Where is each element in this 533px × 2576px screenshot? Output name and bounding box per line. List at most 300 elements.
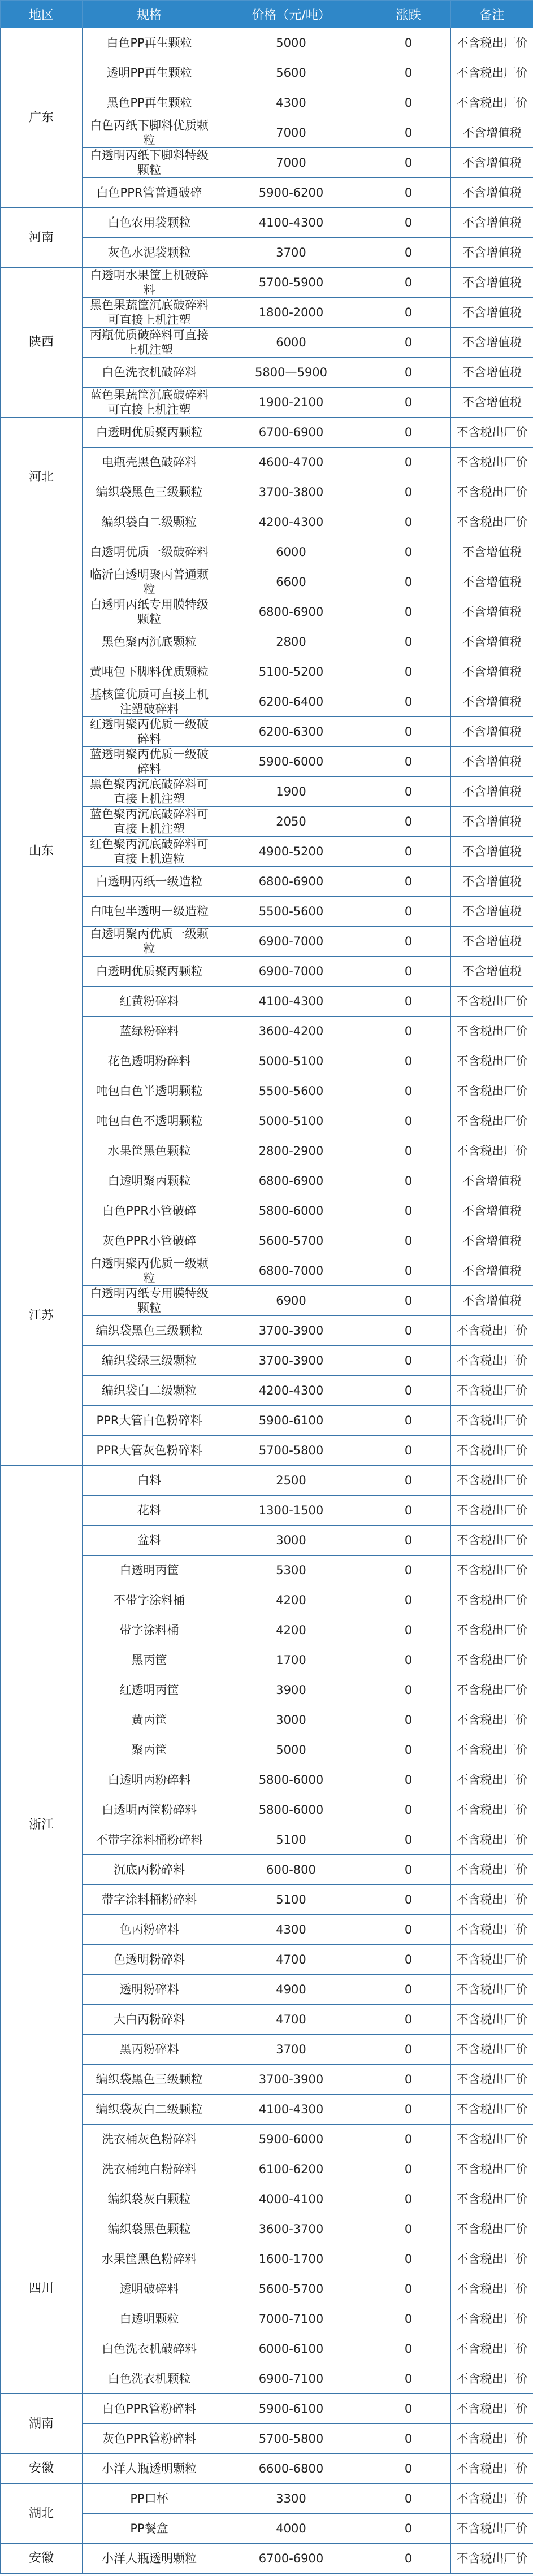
- table-row: [1, 2184, 533, 2214]
- spec-cell: PP口杯: [83, 2484, 216, 2514]
- price-cell: 4300: [216, 88, 366, 118]
- price-cell: 5600: [216, 58, 366, 88]
- table-row: [1, 1466, 533, 1496]
- region-cell: 安徽: [1, 2454, 83, 2484]
- spec-cell: 透明破碎料: [83, 2274, 216, 2304]
- change-cell: 0: [366, 537, 451, 567]
- note-cell: 不含税出厂价: [451, 1975, 533, 2005]
- spec-cell: 带字涂料桶粉碎料: [83, 1885, 216, 1915]
- spec-cell: 基核筐优质可直接上机注塑破碎料: [83, 687, 216, 717]
- spec-cell: 白料: [83, 1466, 216, 1496]
- price-cell: 6200-6300: [216, 717, 366, 747]
- change-cell: 0: [366, 1436, 451, 1466]
- price-cell: 5700-5900: [216, 268, 366, 298]
- spec-cell: 编织袋灰白颗粒: [83, 2184, 216, 2214]
- note-cell: 不含增值税: [451, 867, 533, 897]
- change-cell: 0: [366, 1406, 451, 1436]
- note-cell: 不含税出厂价: [451, 1046, 533, 1076]
- price-cell: 4200-4300: [216, 507, 366, 537]
- price-cell: 3600-4200: [216, 1017, 366, 1046]
- price-cell: 6200-6400: [216, 687, 366, 717]
- price-cell: 3000: [216, 1705, 366, 1735]
- note-cell: 不含税出厂价: [451, 1436, 533, 1466]
- spec-cell: 盆料: [83, 1526, 216, 1556]
- spec-cell: 白透明聚丙优质一级颗粒: [83, 927, 216, 957]
- spec-cell: 白透明丙纸专用膜特级颗粒: [83, 1286, 216, 1316]
- change-cell: 0: [366, 777, 451, 807]
- change-cell: 0: [366, 2544, 451, 2574]
- note-cell: 不含税出厂价: [451, 987, 533, 1017]
- spec-cell: 蓝色聚丙沉底破碎料可直接上机注塑: [83, 807, 216, 837]
- price-cell: 3000: [216, 1526, 366, 1556]
- price-cell: 6800-7000: [216, 1256, 366, 1286]
- change-cell: 0: [366, 2154, 451, 2184]
- note-cell: 不含税出厂价: [451, 1556, 533, 1585]
- change-cell: 0: [366, 867, 451, 897]
- note-cell: 不含税出厂价: [451, 1316, 533, 1346]
- note-cell: 不含增值税: [451, 807, 533, 837]
- price-cell: 5800—5900: [216, 358, 366, 388]
- price-cell: 4000-4100: [216, 2184, 366, 2214]
- note-cell: 不含税出厂价: [451, 2125, 533, 2154]
- change-cell: 0: [366, 1825, 451, 1855]
- spec-cell: PPR大管灰色粉碎料: [83, 1436, 216, 1466]
- change-cell: 0: [366, 1705, 451, 1735]
- spec-cell: 黄丙筐: [83, 1705, 216, 1735]
- table-row: [1, 208, 533, 238]
- spec-cell: 带字涂料桶: [83, 1615, 216, 1645]
- price-cell: 5600-5700: [216, 1226, 366, 1256]
- note-cell: 不含税出厂价: [451, 1855, 533, 1885]
- price-cell: 1600-1700: [216, 2244, 366, 2274]
- spec-cell: 白透明颗粒: [83, 2304, 216, 2334]
- spec-cell: 编织袋绿三级颗粒: [83, 1346, 216, 1376]
- change-cell: 0: [366, 1376, 451, 1406]
- note-cell: 不含税出厂价: [451, 1765, 533, 1795]
- change-cell: 0: [366, 1526, 451, 1556]
- change-cell: 0: [366, 717, 451, 747]
- note-cell: 不含税出厂价: [451, 1106, 533, 1136]
- note-cell: 不含增值税: [451, 208, 533, 238]
- note-cell: 不含税出厂价: [451, 2544, 533, 2574]
- change-cell: 0: [366, 2035, 451, 2065]
- table-body: [1, 28, 533, 2574]
- change-cell: 0: [366, 687, 451, 717]
- change-cell: 0: [366, 1795, 451, 1825]
- price-cell: 4200-4300: [216, 1376, 366, 1406]
- price-cell: 5800-6000: [216, 1765, 366, 1795]
- note-cell: 不含税出厂价: [451, 1526, 533, 1556]
- price-cell: 4200: [216, 1615, 366, 1645]
- spec-cell: 花料: [83, 1496, 216, 1526]
- change-cell: 0: [366, 1556, 451, 1585]
- change-cell: 0: [366, 1166, 451, 1196]
- price-cell: 4600-4700: [216, 448, 366, 477]
- change-cell: 0: [366, 2184, 451, 2214]
- price-cell: 5900-6200: [216, 178, 366, 208]
- change-cell: 0: [366, 1136, 451, 1166]
- spec-cell: 编织袋黑色三级颗粒: [83, 2065, 216, 2095]
- note-cell: 不含增值税: [451, 1286, 533, 1316]
- price-cell: 5700-5800: [216, 2424, 366, 2454]
- price-cell: 2800: [216, 627, 366, 657]
- spec-cell: 白透明丙筐粉碎料: [83, 1795, 216, 1825]
- note-cell: 不含增值税: [451, 537, 533, 567]
- region-cell: 河南: [1, 208, 83, 268]
- price-cell: 3900: [216, 1675, 366, 1705]
- note-cell: 不含税出厂价: [451, 1585, 533, 1615]
- note-cell: 不含税出厂价: [451, 1795, 533, 1825]
- change-cell: 0: [366, 627, 451, 657]
- price-cell: 4700: [216, 2005, 366, 2035]
- change-cell: 0: [366, 987, 451, 1017]
- spec-cell: 白透明优质聚丙颗粒: [83, 418, 216, 448]
- change-cell: 0: [366, 2005, 451, 2035]
- spec-cell: 黑丙粉碎料: [83, 2035, 216, 2065]
- note-cell: 不含增值税: [451, 1256, 533, 1286]
- change-cell: 0: [366, 597, 451, 627]
- note-cell: 不含税出厂价: [451, 2274, 533, 2304]
- change-cell: 0: [366, 1645, 451, 1675]
- price-cell: 4300: [216, 1915, 366, 1945]
- note-cell: 不含税出厂价: [451, 2424, 533, 2454]
- note-cell: 不含增值税: [451, 1166, 533, 1196]
- spec-cell: 白色洗衣机颗粒: [83, 2364, 216, 2394]
- price-cell: 6800-6900: [216, 597, 366, 627]
- header-note: 备注: [451, 1, 533, 28]
- spec-cell: 红色聚丙沉底破碎料可直接上机造粒: [83, 837, 216, 867]
- change-cell: 0: [366, 1106, 451, 1136]
- spec-cell: 透明粉碎料: [83, 1975, 216, 2005]
- price-cell: 4200: [216, 1585, 366, 1615]
- change-cell: 0: [366, 477, 451, 507]
- spec-cell: 黑色聚丙沉底破碎料可直接上机注塑: [83, 777, 216, 807]
- change-cell: 0: [366, 747, 451, 777]
- price-cell: 5500-5600: [216, 897, 366, 927]
- change-cell: 0: [366, 2304, 451, 2334]
- spec-cell: 蓝绿粉碎料: [83, 1017, 216, 1046]
- region-cell: 湖北: [1, 2484, 83, 2544]
- note-cell: 不含税出厂价: [451, 2304, 533, 2334]
- change-cell: 0: [366, 567, 451, 597]
- price-cell: 3700: [216, 238, 366, 268]
- table-row: [1, 1166, 533, 1196]
- note-cell: 不含增值税: [451, 957, 533, 987]
- table-row: [1, 2394, 533, 2424]
- note-cell: 不含增值税: [451, 747, 533, 777]
- spec-cell: 白吨包半透明一级造粒: [83, 897, 216, 927]
- region-cell: 陕西: [1, 268, 83, 418]
- spec-cell: 编织袋灰白二级颗粒: [83, 2095, 216, 2125]
- region-cell: 广东: [1, 28, 83, 208]
- note-cell: 不含税出厂价: [451, 2005, 533, 2035]
- header-region: 地区: [1, 1, 83, 28]
- note-cell: 不含增值税: [451, 388, 533, 418]
- change-cell: 0: [366, 1735, 451, 1765]
- note-cell: 不含增值税: [451, 777, 533, 807]
- region-cell: 山东: [1, 537, 83, 1166]
- table-row: [1, 2544, 533, 2574]
- change-cell: 0: [366, 1346, 451, 1376]
- spec-cell: 白色洗衣机破碎料: [83, 358, 216, 388]
- price-cell: 600-800: [216, 1855, 366, 1885]
- note-cell: 不含税出厂价: [451, 2154, 533, 2184]
- price-cell: 5000: [216, 28, 366, 58]
- change-cell: 0: [366, 2065, 451, 2095]
- spec-cell: 黄吨包下脚料优质颗粒: [83, 657, 216, 687]
- note-cell: 不含税出厂价: [451, 448, 533, 477]
- change-cell: 0: [366, 1885, 451, 1915]
- price-cell: 2050: [216, 807, 366, 837]
- spec-cell: 蓝色果蔬筐沉底破碎料可直接上机注塑: [83, 388, 216, 418]
- change-cell: 0: [366, 807, 451, 837]
- change-cell: 0: [366, 1975, 451, 2005]
- change-cell: 0: [366, 2125, 451, 2154]
- spec-cell: 黑丙筐: [83, 1645, 216, 1675]
- change-cell: 0: [366, 2214, 451, 2244]
- spec-cell: PPR大管白色粉碎料: [83, 1406, 216, 1436]
- price-cell: 6900-7000: [216, 957, 366, 987]
- price-cell: 6700-6900: [216, 418, 366, 448]
- spec-cell: 白透明水果筐上机破碎料: [83, 268, 216, 298]
- note-cell: 不含税出厂价: [451, 1915, 533, 1945]
- spec-cell: 编织袋黑色三级颗粒: [83, 477, 216, 507]
- price-cell: 6600: [216, 567, 366, 597]
- price-cell: 6900: [216, 1286, 366, 1316]
- note-cell: 不含税出厂价: [451, 477, 533, 507]
- price-cell: 6100-6200: [216, 2154, 366, 2184]
- note-cell: 不含增值税: [451, 627, 533, 657]
- note-cell: 不含增值税: [451, 567, 533, 597]
- price-cell: 5100-5200: [216, 657, 366, 687]
- spec-cell: 编织袋黑色颗粒: [83, 2214, 216, 2244]
- note-cell: 不含增值税: [451, 358, 533, 388]
- change-cell: 0: [366, 1226, 451, 1256]
- price-cell: 5800-6000: [216, 1196, 366, 1226]
- price-cell: 7000: [216, 148, 366, 178]
- price-cell: 5100: [216, 1885, 366, 1915]
- note-cell: 不含税出厂价: [451, 2514, 533, 2544]
- price-cell: 3700-3900: [216, 2065, 366, 2095]
- spec-cell: 白透明优质一级破碎料: [83, 537, 216, 567]
- change-cell: 0: [366, 328, 451, 358]
- change-cell: 0: [366, 2394, 451, 2424]
- price-cell: 5600-5700: [216, 2274, 366, 2304]
- spec-cell: 白透明丙粉碎料: [83, 1765, 216, 1795]
- note-cell: 不含增值税: [451, 837, 533, 867]
- spec-cell: 灰色水泥袋颗粒: [83, 238, 216, 268]
- note-cell: 不含税出厂价: [451, 507, 533, 537]
- price-cell: 2500: [216, 1466, 366, 1496]
- spec-cell: 吨包白色半透明颗粒: [83, 1076, 216, 1106]
- spec-cell: 蓝透明聚丙优质一级破碎料: [83, 747, 216, 777]
- note-cell: 不含税出厂价: [451, 1645, 533, 1675]
- note-cell: 不含税出厂价: [451, 1406, 533, 1436]
- note-cell: 不含增值税: [451, 268, 533, 298]
- spec-cell: 白色PPR小管破碎: [83, 1196, 216, 1226]
- change-cell: 0: [366, 1017, 451, 1046]
- table-row: [1, 268, 533, 298]
- region-cell: 河北: [1, 418, 83, 537]
- spec-cell: 色丙粉碎料: [83, 1915, 216, 1945]
- spec-cell: 白色PPR管普通破碎: [83, 178, 216, 208]
- spec-cell: 丙瓶优质破碎料可直接上机注塑: [83, 328, 216, 358]
- price-cell: 6000: [216, 328, 366, 358]
- note-cell: 不含税出厂价: [451, 1076, 533, 1106]
- price-cell: 6800-6900: [216, 867, 366, 897]
- price-cell: 5000: [216, 1735, 366, 1765]
- price-cell: 5700-5800: [216, 1436, 366, 1466]
- header-price: 价格（元/吨）: [216, 1, 366, 28]
- spec-cell: 红透明聚丙优质一级破碎料: [83, 717, 216, 747]
- price-cell: 3300: [216, 2484, 366, 2514]
- note-cell: 不含增值税: [451, 328, 533, 358]
- price-cell: 3700: [216, 2035, 366, 2065]
- note-cell: 不含税出厂价: [451, 1675, 533, 1705]
- note-cell: 不含税出厂价: [451, 1945, 533, 1975]
- note-cell: 不含税出厂价: [451, 1705, 533, 1735]
- spec-cell: 透明PP再生颗粒: [83, 58, 216, 88]
- change-cell: 0: [366, 1496, 451, 1526]
- note-cell: 不含税出厂价: [451, 2035, 533, 2065]
- price-cell: 5300: [216, 1556, 366, 1585]
- spec-cell: 白色丙纸下脚料优质颗粒: [83, 118, 216, 148]
- note-cell: 不含税出厂价: [451, 2454, 533, 2484]
- spec-cell: 不带字涂料桶: [83, 1585, 216, 1615]
- change-cell: 0: [366, 2095, 451, 2125]
- spec-cell: 红透明丙筐: [83, 1675, 216, 1705]
- region-cell: 安徽: [1, 2544, 83, 2574]
- spec-cell: 不带字涂料桶粉碎料: [83, 1825, 216, 1855]
- table-row: [1, 418, 533, 448]
- spec-cell: 白透明丙纸一级造粒: [83, 867, 216, 897]
- price-cell: 1800-2000: [216, 298, 366, 328]
- change-cell: 0: [366, 927, 451, 957]
- note-cell: 不含增值税: [451, 657, 533, 687]
- spec-cell: 黑色聚丙沉底颗粒: [83, 627, 216, 657]
- change-cell: 0: [366, 657, 451, 687]
- price-cell: 4900: [216, 1975, 366, 2005]
- note-cell: 不含税出厂价: [451, 28, 533, 58]
- spec-cell: 红黄粉碎料: [83, 987, 216, 1017]
- price-cell: 3700-3900: [216, 1346, 366, 1376]
- change-cell: 0: [366, 1915, 451, 1945]
- change-cell: 0: [366, 418, 451, 448]
- note-cell: 不含税出厂价: [451, 1466, 533, 1496]
- change-cell: 0: [366, 1316, 451, 1346]
- change-cell: 0: [366, 1675, 451, 1705]
- change-cell: 0: [366, 1196, 451, 1226]
- change-cell: 0: [366, 2484, 451, 2514]
- price-cell: 6600-6800: [216, 2454, 366, 2484]
- change-cell: 0: [366, 1286, 451, 1316]
- change-cell: 0: [366, 208, 451, 238]
- spec-cell: 灰色PPR管粉碎料: [83, 2424, 216, 2454]
- note-cell: 不含税出厂价: [451, 1136, 533, 1166]
- change-cell: 0: [366, 837, 451, 867]
- spec-cell: 水果筐黑色颗粒: [83, 1136, 216, 1166]
- region-cell: 浙江: [1, 1466, 83, 2184]
- change-cell: 0: [366, 88, 451, 118]
- price-cell: 4700: [216, 1945, 366, 1975]
- note-cell: 不含税出厂价: [451, 2394, 533, 2424]
- region-cell: 四川: [1, 2184, 83, 2394]
- table-row: [1, 28, 533, 58]
- note-cell: 不含税出厂价: [451, 1735, 533, 1765]
- change-cell: 0: [366, 957, 451, 987]
- spec-cell: 白色PP再生颗粒: [83, 28, 216, 58]
- note-cell: 不含税出厂价: [451, 2095, 533, 2125]
- spec-cell: 沉底丙粉碎料: [83, 1855, 216, 1885]
- price-cell: 2800-2900: [216, 1136, 366, 1166]
- header-change: 涨跌: [366, 1, 451, 28]
- spec-cell: 灰色PPR小管破碎: [83, 1226, 216, 1256]
- note-cell: 不含税出厂价: [451, 1615, 533, 1645]
- price-cell: 5800-6000: [216, 1795, 366, 1825]
- change-cell: 0: [366, 268, 451, 298]
- price-cell: 5900-6100: [216, 1406, 366, 1436]
- note-cell: 不含增值税: [451, 687, 533, 717]
- note-cell: 不含税出厂价: [451, 1496, 533, 1526]
- spec-cell: 大白丙粉碎料: [83, 2005, 216, 2035]
- price-cell: 6000: [216, 537, 366, 567]
- price-cell: 5000-5100: [216, 1046, 366, 1076]
- note-cell: 不含税出厂价: [451, 2214, 533, 2244]
- price-cell: 1300-1500: [216, 1496, 366, 1526]
- note-cell: 不含增值税: [451, 597, 533, 627]
- spec-cell: 小洋人瓶透明颗粒: [83, 2544, 216, 2574]
- change-cell: 0: [366, 1945, 451, 1975]
- price-cell: 3700-3900: [216, 1316, 366, 1346]
- price-cell: 7000-7100: [216, 2304, 366, 2334]
- change-cell: 0: [366, 1076, 451, 1106]
- spec-cell: 花色透明粉碎料: [83, 1046, 216, 1076]
- note-cell: 不含税出厂价: [451, 2484, 533, 2514]
- note-cell: 不含税出厂价: [451, 1825, 533, 1855]
- price-cell: 5900-6000: [216, 747, 366, 777]
- note-cell: 不含税出厂价: [451, 2184, 533, 2214]
- change-cell: 0: [366, 448, 451, 477]
- spec-cell: 水果筐黑色粉碎料: [83, 2244, 216, 2274]
- price-cell: 7000: [216, 118, 366, 148]
- spec-cell: 白色PPR管粉碎料: [83, 2394, 216, 2424]
- spec-cell: 洗衣桶灰色粉碎料: [83, 2125, 216, 2154]
- spec-cell: 吨包白色不透明颗粒: [83, 1106, 216, 1136]
- note-cell: 不含增值税: [451, 1196, 533, 1226]
- change-cell: 0: [366, 2244, 451, 2274]
- header-spec: 规格: [83, 1, 216, 28]
- change-cell: 0: [366, 1585, 451, 1615]
- price-cell: 3700-3800: [216, 477, 366, 507]
- price-cell: 5100: [216, 1825, 366, 1855]
- note-cell: 不含税出厂价: [451, 418, 533, 448]
- spec-cell: 编织袋黑色三级颗粒: [83, 1316, 216, 1346]
- change-cell: 0: [366, 388, 451, 418]
- change-cell: 0: [366, 507, 451, 537]
- change-cell: 0: [366, 1615, 451, 1645]
- change-cell: 0: [366, 897, 451, 927]
- change-cell: 0: [366, 2364, 451, 2394]
- spec-cell: PP餐盒: [83, 2514, 216, 2544]
- note-cell: 不含增值税: [451, 178, 533, 208]
- note-cell: 不含增值税: [451, 148, 533, 178]
- spec-cell: 黑色果蔬筐沉底破碎料可直接上机注塑: [83, 298, 216, 328]
- change-cell: 0: [366, 298, 451, 328]
- spec-cell: 编织袋白二级颗粒: [83, 1376, 216, 1406]
- spec-cell: 白透明优质聚丙颗粒: [83, 957, 216, 987]
- note-cell: 不含税出厂价: [451, 58, 533, 88]
- spec-cell: 编织袋白二级颗粒: [83, 507, 216, 537]
